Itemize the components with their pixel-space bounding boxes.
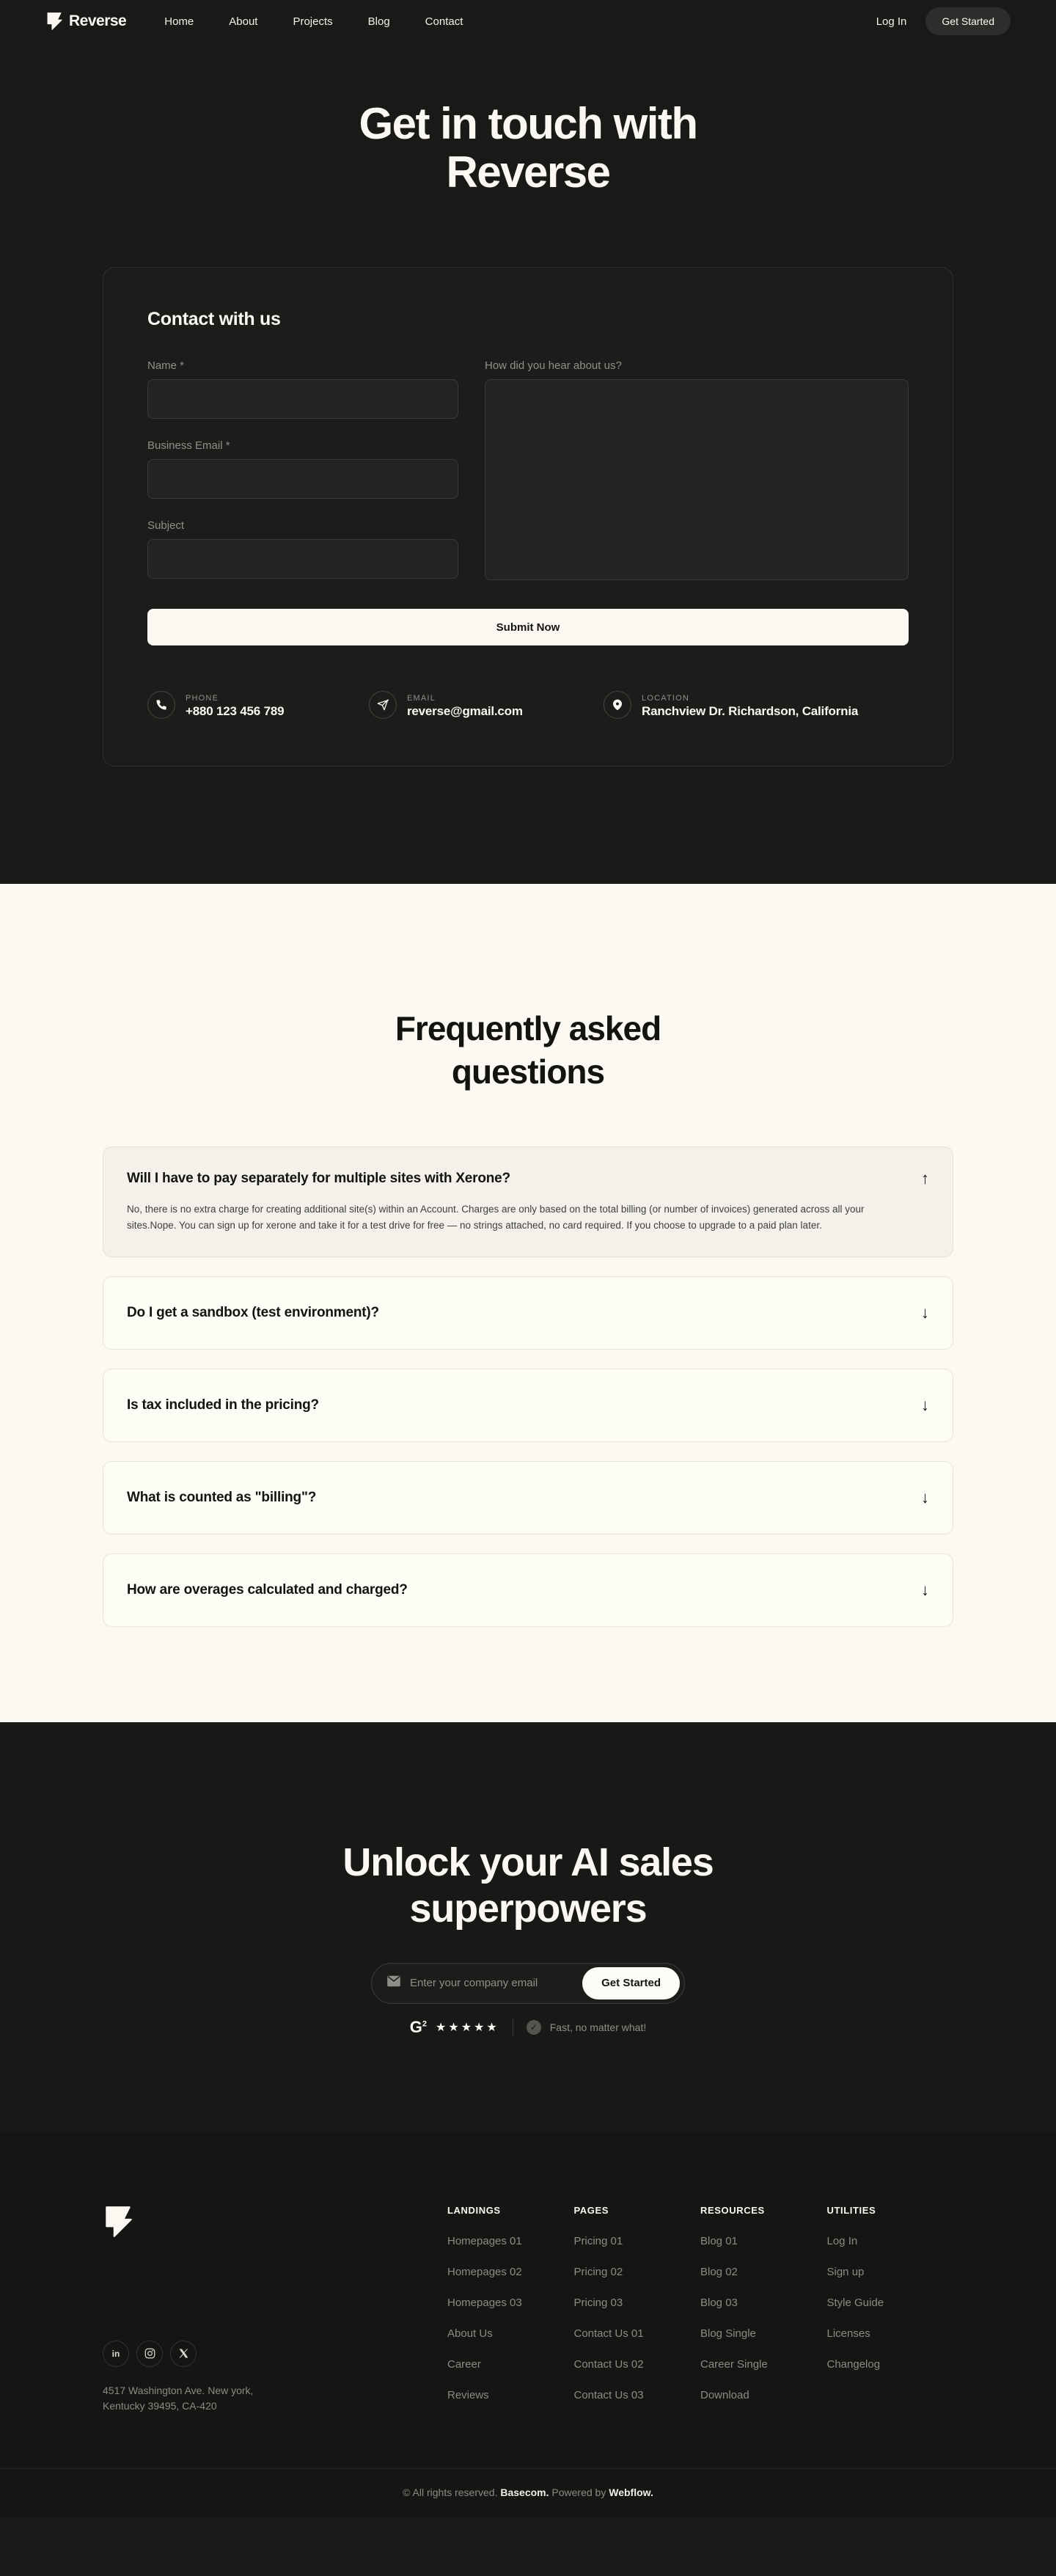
subject-field[interactable] — [147, 539, 458, 579]
arrow-up-icon[interactable]: ↑ — [921, 1168, 929, 1188]
email-info — [369, 691, 604, 719]
footer-link[interactable]: Homepages 01 — [447, 2234, 522, 2247]
email-value: reverse@gmail.com — [407, 704, 523, 718]
location-label: LOCATION — [642, 694, 690, 703]
rating-row — [0, 2019, 1056, 2036]
footer-link[interactable]: Contact Us 01 — [573, 2327, 644, 2340]
instagram-icon[interactable] — [136, 2341, 163, 2367]
copyright-text: © All rights reserved. — [403, 2486, 501, 2498]
check-circle-icon: ✓ — [527, 2020, 541, 2035]
column-title: LANDINGS — [447, 2204, 501, 2216]
footer-link[interactable]: Licenses — [826, 2327, 870, 2340]
footer-link[interactable]: Blog 03 — [700, 2296, 738, 2309]
faq-section — [0, 884, 1056, 1722]
footer-link[interactable]: Homepages 02 — [447, 2265, 522, 2278]
column-title: RESOURCES — [700, 2204, 765, 2216]
email-label: EMAIL — [407, 694, 436, 703]
phone-info — [147, 691, 369, 719]
reverse-logo-icon — [45, 12, 63, 31]
arrow-down-icon[interactable]: ↓ — [921, 1488, 929, 1507]
five-star-rating-icon: ★★★★★ — [436, 2021, 499, 2034]
nav-item-blog[interactable]: Blog — [367, 15, 390, 28]
brand-name: Reverse — [69, 12, 127, 29]
webflow-link[interactable]: Webflow. — [609, 2486, 653, 2498]
footer-column-utilities — [827, 2205, 954, 2420]
column-title: UTILITIES — [826, 2204, 876, 2216]
phone-icon — [147, 691, 175, 719]
arrow-down-icon[interactable]: ↓ — [921, 1303, 929, 1322]
footer-link[interactable]: Blog Single — [700, 2327, 756, 2340]
nav-item-home[interactable]: Home — [164, 15, 194, 28]
faq-item — [103, 1276, 953, 1350]
faq-question-row[interactable] — [127, 1397, 929, 1413]
faq-item — [103, 1369, 953, 1442]
login-link[interactable]: Log In — [876, 15, 907, 28]
faq-title: Frequently asked questions — [395, 1009, 661, 1091]
footer-address: 4517 Washington Ave. New york, Kentucky 39495, CA-420 — [103, 2384, 254, 2412]
faq-item — [103, 1461, 953, 1534]
submit-now-button[interactable]: Submit Now — [147, 609, 909, 645]
name-field[interactable] — [147, 379, 458, 419]
faq-item — [103, 1554, 953, 1627]
copyright-brand: Basecom. — [500, 2486, 549, 2498]
footer-link[interactable]: Contact Us 03 — [573, 2388, 644, 2401]
faq-question-row[interactable] — [127, 1582, 929, 1598]
cta-section — [0, 1722, 1056, 2131]
footer-column-pages — [574, 2205, 701, 2420]
faq-question: How are overages calculated and charged? — [127, 1582, 408, 1598]
arrow-down-icon[interactable]: ↓ — [921, 1396, 929, 1415]
faq-question: Will I have to pay separately for multiple sites with Xerone? — [127, 1170, 510, 1186]
page-title: Get in touch with Reverse — [359, 99, 697, 197]
footer-link[interactable]: Career Single — [700, 2357, 768, 2371]
footer-link[interactable]: Reviews — [447, 2388, 489, 2401]
rating-note: Fast, no matter what! — [549, 2021, 647, 2033]
location-info — [604, 691, 909, 719]
footer-link[interactable]: Pricing 02 — [573, 2265, 623, 2278]
footer-link[interactable]: About Us — [447, 2327, 493, 2340]
footer-logo-icon[interactable] — [103, 2205, 447, 2242]
faq-answer: No, there is no extra charge for creating additional site(s) within an Account. Charges are only based on the total billing (or number of invoices) generated across all your sites.Nope. You can sign up for xerone and take it for a test drive for free — no strings attached, no card required. If you choose to upgrade to a paid plan later. — [127, 1203, 865, 1231]
footer — [0, 2132, 1056, 2517]
contact-form-card — [103, 267, 953, 766]
footer-column-landings — [447, 2205, 574, 2420]
faq-list — [103, 1146, 953, 1628]
faq-question-row[interactable] — [127, 1490, 929, 1506]
contact-info-row — [147, 691, 909, 719]
cta-title: Unlock your AI sales superpowers — [342, 1840, 714, 1931]
footer-link[interactable]: Homepages 03 — [447, 2296, 522, 2309]
faq-item-expanded — [103, 1146, 953, 1258]
nav-item-contact[interactable]: Contact — [425, 15, 463, 28]
subject-label: Subject — [147, 519, 185, 532]
footer-link[interactable]: Blog 02 — [700, 2265, 738, 2278]
send-icon — [369, 691, 397, 719]
business-email-field[interactable] — [147, 459, 458, 499]
footer-link[interactable]: Style Guide — [826, 2296, 884, 2309]
social-links — [103, 2341, 447, 2367]
footer-link[interactable]: Download — [700, 2388, 749, 2401]
brand-logo[interactable] — [45, 12, 126, 31]
linkedin-icon[interactable]: in — [103, 2341, 129, 2367]
arrow-down-icon[interactable]: ↓ — [921, 1581, 929, 1600]
faq-question-row[interactable] — [127, 1168, 929, 1188]
business-email-label: Business Email * — [147, 439, 230, 452]
phone-label: PHONE — [186, 694, 219, 703]
contact-card-title: Contact with us — [147, 309, 281, 329]
footer-link[interactable]: Sign up — [826, 2265, 865, 2278]
faq-question: Is tax included in the pricing? — [127, 1397, 319, 1413]
faq-question: Do I get a sandbox (test environment)? — [127, 1305, 379, 1321]
x-icon[interactable] — [170, 2341, 197, 2367]
phone-value: +880 123 456 789 — [186, 704, 285, 718]
column-title: PAGES — [573, 2204, 609, 2216]
email-capture-form — [371, 1963, 685, 2004]
company-email-input[interactable] — [410, 1977, 582, 1989]
footer-link[interactable]: Contact Us 02 — [573, 2357, 644, 2371]
faq-question-row[interactable] — [127, 1305, 929, 1321]
get-started-button-header[interactable]: Get Started — [925, 7, 1011, 35]
footer-link[interactable]: Changelog — [826, 2357, 881, 2371]
name-label: Name * — [147, 359, 185, 372]
copyright-bar: © All rights reserved. Basecom. Powered by Webflow. — [0, 2468, 1056, 2517]
hear-about-label: How did you hear about us? — [485, 359, 622, 372]
footer-link[interactable]: Log In — [826, 2234, 858, 2247]
footer-link[interactable]: Pricing 01 — [573, 2234, 623, 2247]
location-pin-icon — [604, 691, 631, 719]
main-nav — [164, 15, 463, 28]
g2-logo-icon: $G^2$ — [409, 2017, 428, 2036]
footer-link[interactable]: Pricing 03 — [573, 2296, 623, 2309]
footer-link[interactable]: Career — [447, 2357, 481, 2371]
nav-item-about[interactable]: About — [229, 15, 258, 28]
faq-question: What is counted as "billing"? — [127, 1490, 317, 1506]
nav-item-projects[interactable]: Projects — [293, 15, 333, 28]
footer-link[interactable]: Blog 01 — [700, 2234, 738, 2247]
hear-about-textarea[interactable] — [485, 379, 909, 580]
location-value: Ranchview Dr. Richardson, California — [642, 704, 859, 718]
footer-column-resources — [700, 2205, 827, 2420]
get-started-button-cta[interactable]: Get Started — [582, 1967, 680, 1999]
envelope-icon — [386, 1975, 401, 1991]
top-navbar — [0, 0, 1056, 43]
